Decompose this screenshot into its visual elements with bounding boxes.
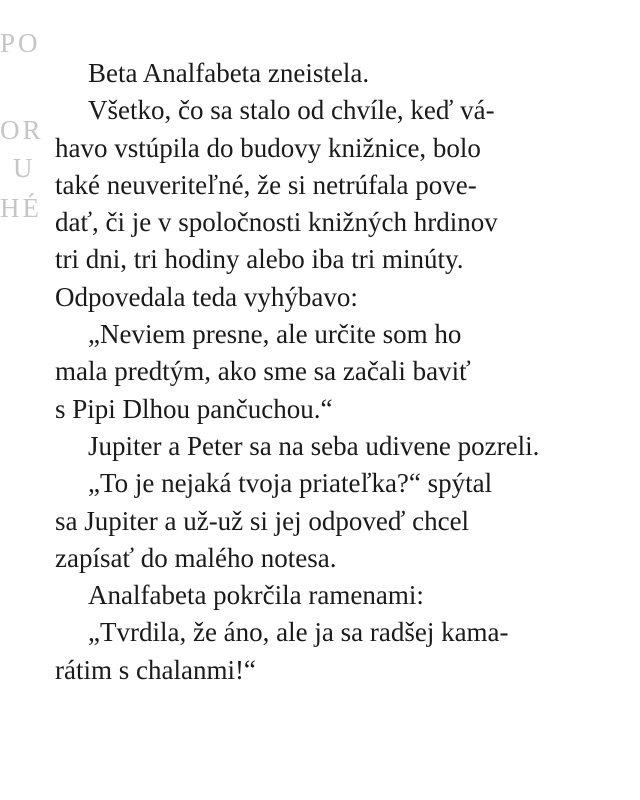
text-line: „Tvrdila, že áno, ale ja sa radšej kama- <box>88 617 509 648</box>
book-page-text <box>55 55 630 689</box>
text-line: Jupiter a Peter sa na seba udivene pozreli. <box>88 430 540 461</box>
text-line: mala predtým, ako sme sa začali baviť <box>55 356 471 387</box>
text-line: sa Jupiter a už-už si jej odpoveď chcel <box>55 505 470 536</box>
text-line: Beta Analfabeta zneistela. <box>88 58 370 88</box>
text-line: dať, či je v spoločnosti knižných hrdinov <box>55 207 498 238</box>
text-line: Analfabeta pokrčila ramenami: <box>88 580 424 611</box>
facing-page-fragment: OR <box>0 115 44 145</box>
text-line: také neuveriteľné, že si netrúfala pove- <box>55 169 477 200</box>
text-line: s Pipi Dlhou pančuchou.“ <box>55 393 333 424</box>
text-line: tri dni, tri hodiny alebo iba tri minúty. <box>55 244 464 275</box>
facing-page-fragment: HÉ <box>0 193 42 223</box>
text-line: havo vstúpila do budovy knižnice, bolo <box>55 132 481 163</box>
facing-page-fragment: U <box>13 153 36 183</box>
text-line: rátim s chalanmi!“ <box>55 654 256 685</box>
text-line: zapísať do malého notesa. <box>55 542 337 573</box>
text-line: Odpovedala teda vyhýbavo: <box>55 281 358 312</box>
text-line: „To je nejaká tvoja priateľka?“ spýtal <box>88 468 493 499</box>
facing-page-fragments <box>0 0 50 800</box>
text-line: „Neviem presne, ale určite som ho <box>88 319 462 350</box>
facing-page-fragment: PO <box>0 28 41 58</box>
text-line: Všetko, čo sa stalo od chvíle, keď vá- <box>88 95 495 126</box>
